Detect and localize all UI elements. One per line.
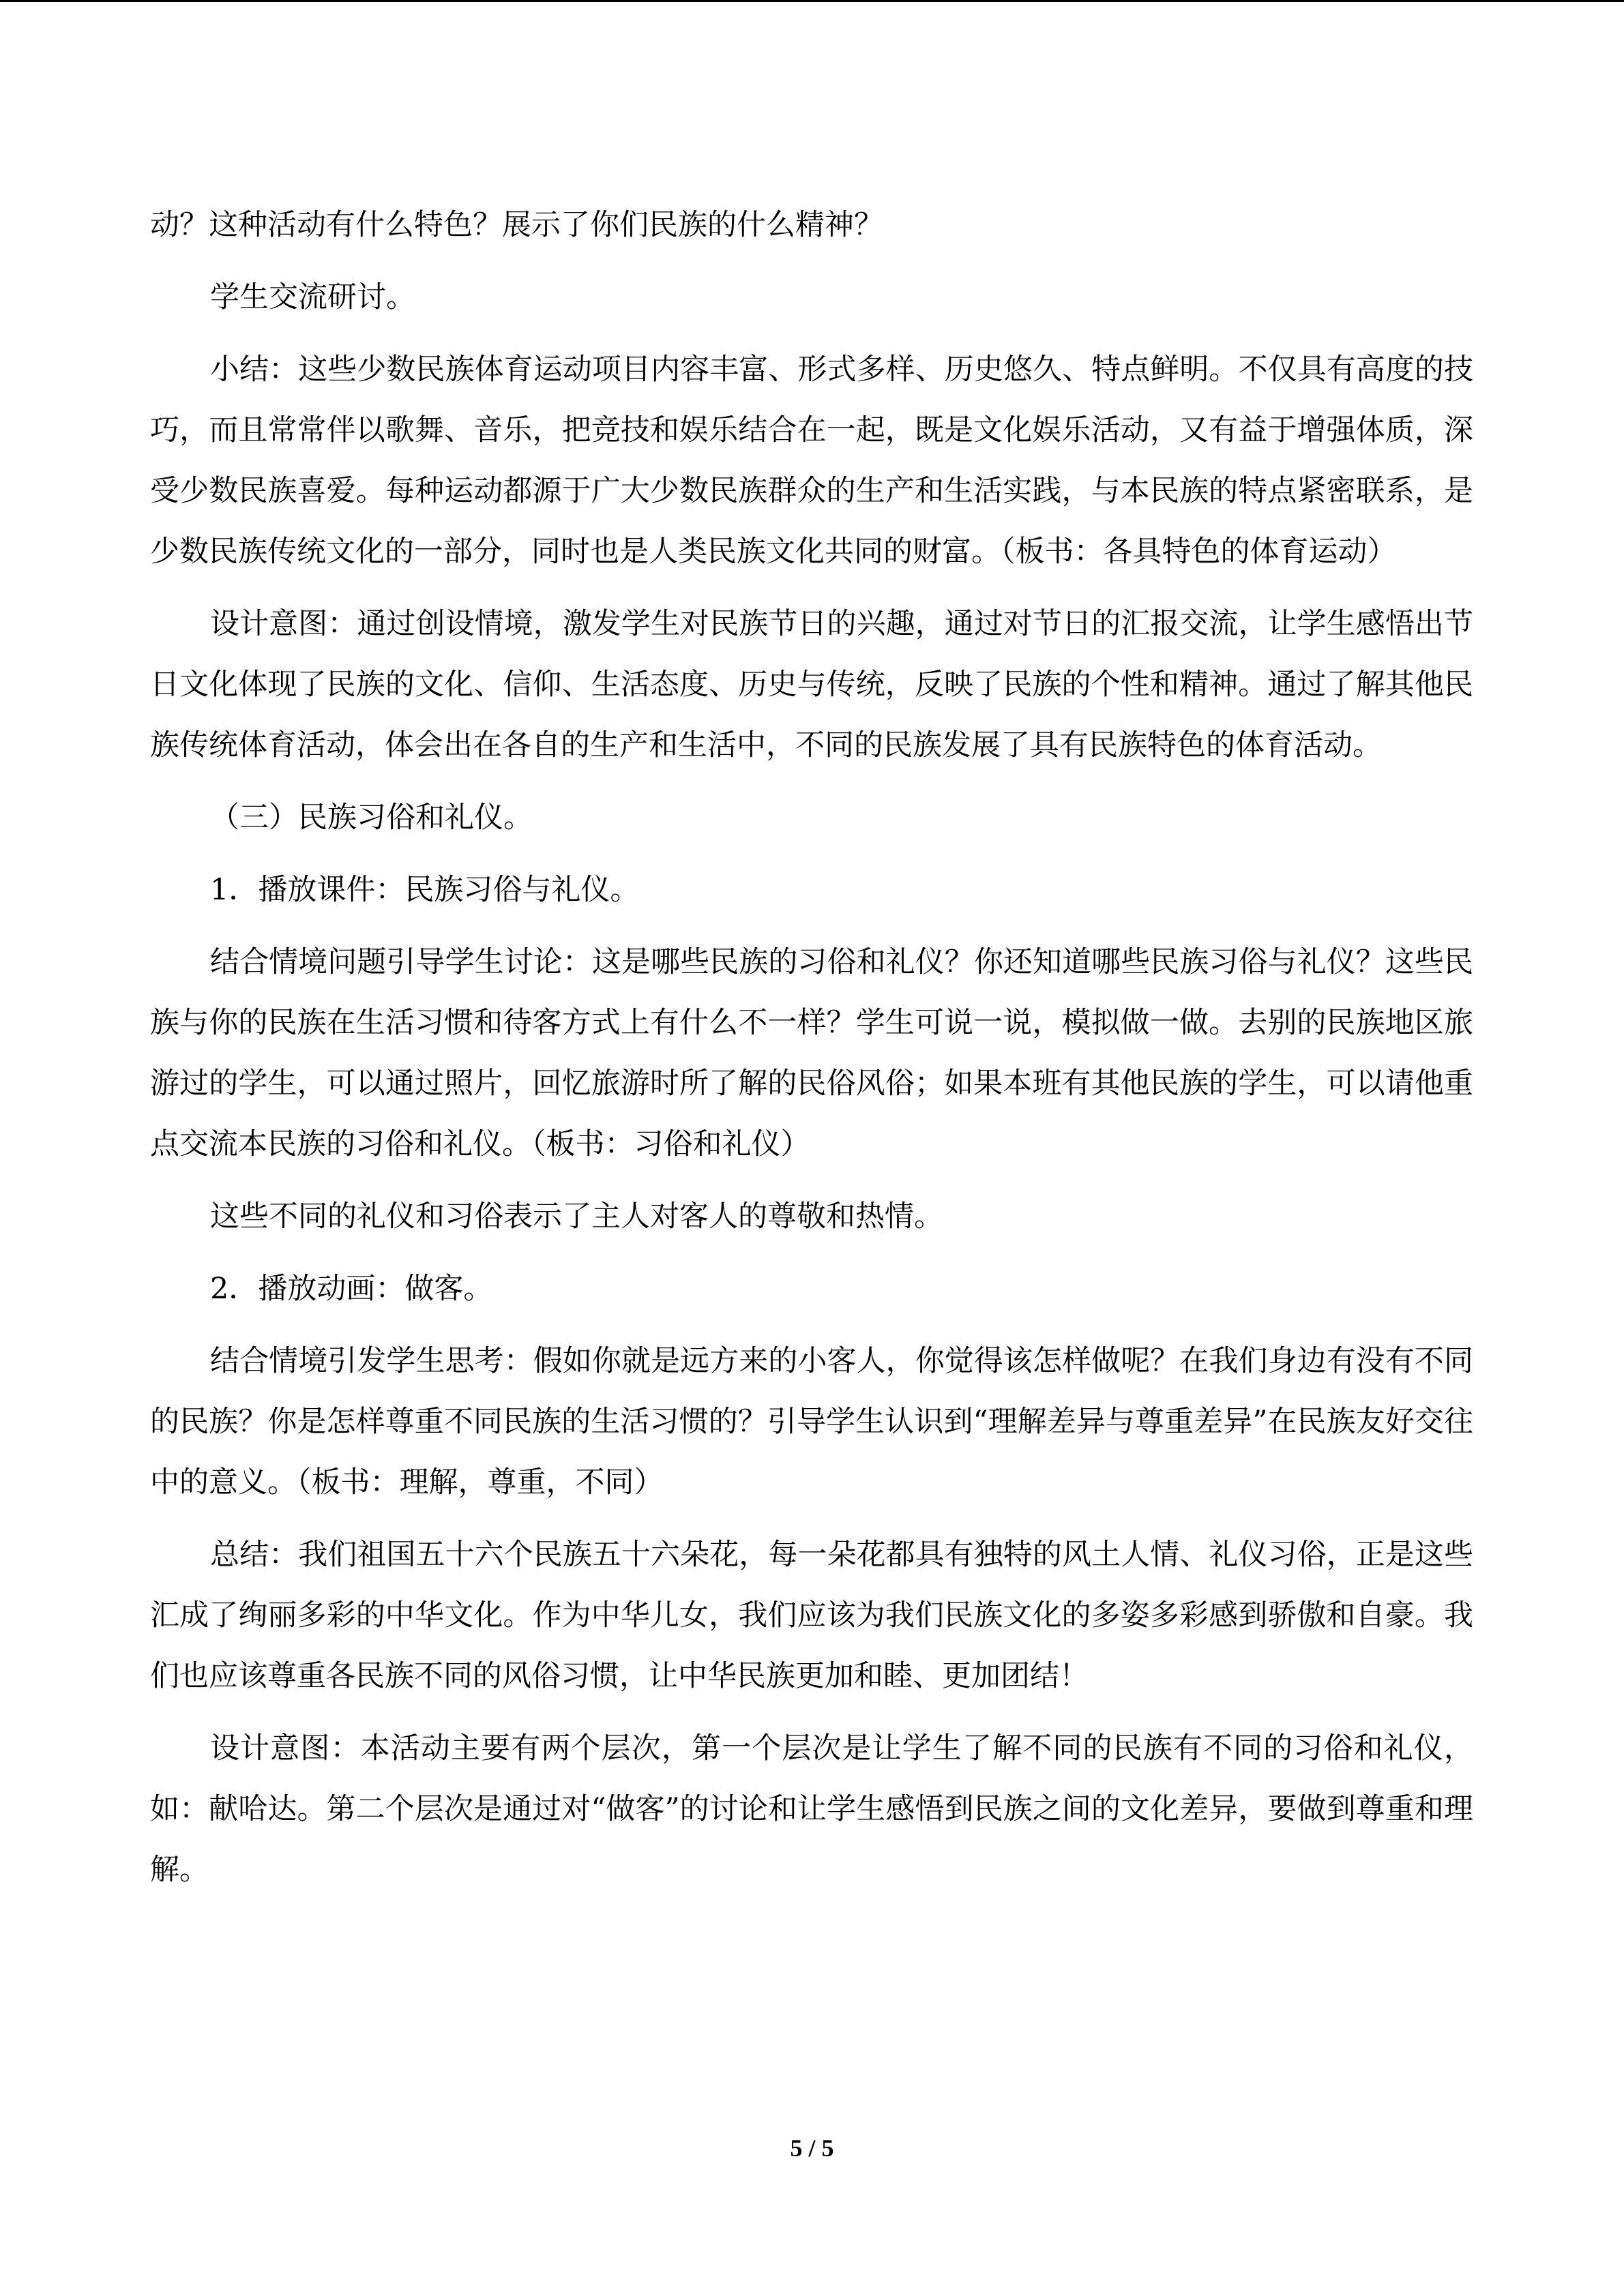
paragraph: 2．播放动画：做客。 [210,1272,493,1306]
paragraph: 小结：这些少数民族体育运动项目内容丰富、形式多样、历史悠久、特点鲜明。不仅具有高度的技巧，而且常常伴以歌舞、音乐，把竞技和娱乐结合在一起，既是文化娱乐活动，又有益于增强体质，深受少数民族喜爱。每种运动都源于广大少数民族群众的生产和生活实践，与本民族的特点紧密联系，是少数民族传统文化的一部分，同时也是人类民族文化共同的财富。（板书：各具特色的体育运动） [150,353,1473,569]
paragraph: 学生交流研讨。 [210,280,415,314]
page-number: 5 / 5 [790,2134,834,2162]
section-heading: （三）民族习俗和礼仪。 [210,801,533,835]
paragraph: 总结：我们祖国五十六个民族五十六朵花，每一朵花都具有独特的风土人情、礼仪习俗，正是这些汇成了绚丽多彩的中华文化。作为中华儿女，我们应该为我们民族文化的多姿多彩感到骄傲和自豪。我们也应该尊重各民族不同的风俗习惯，让中华民族更加和睦、更加团结！ [150,1538,1473,1693]
paragraph: 设计意图：通过创设情境，激发学生对民族节日的兴趣，通过对节日的汇报交流，让学生感悟出节日文化体现了民族的文化、信仰、生活态度、历史与传统，反映了民族的个性和精神。通过了解其他民族传统体育活动，体会出在各自的生产和生活中，不同的民族发展了具有民族特色的体育活动。 [150,607,1473,762]
paragraph: 动？这种活动有什么特色？展示了你们民族的什么精神？ [150,208,883,242]
paragraph: 结合情境问题引导学生讨论：这是哪些民族的习俗和礼仪？你还知道哪些民族习俗与礼仪？这些民族与你的民族在生活习惯和待客方式上有什么不一样？学生可说一说，模拟做一做。去别的民族地区旅游过的学生，可以通过照片，回忆旅游时所了解的民俗风俗；如果本班有其他民族的学生，可以请他重点交流本民族的习俗和礼仪。（板书：习俗和礼仪） [150,945,1473,1161]
paragraph: 这些不同的礼仪和习俗表示了主人对客人的尊敬和热情。 [210,1199,943,1234]
paragraph: 1．播放课件：民族习俗与礼仪。 [210,873,640,907]
paragraph: 结合情境引发学生思考：假如你就是远方来的小客人，你觉得该怎样做呢？在我们身边有没有不同的民族？你是怎样尊重不同民族的生活习惯的？引导学生认识到“理解差异与尊重差异”在民族友好交往中的意义。（板书：理解，尊重，不同） [150,1344,1473,1500]
page-top-border [0,0,1624,2]
paragraph: 设计意图：本活动主要有两个层次，第一个层次是让学生了解不同的民族有不同的习俗和礼仪，如：献哈达。第二个层次是通过对“做客”的讨论和让学生感悟到民族之间的文化差异，要做到尊重和理解。 [150,1731,1473,1887]
document-body [150,195,1473,1912]
